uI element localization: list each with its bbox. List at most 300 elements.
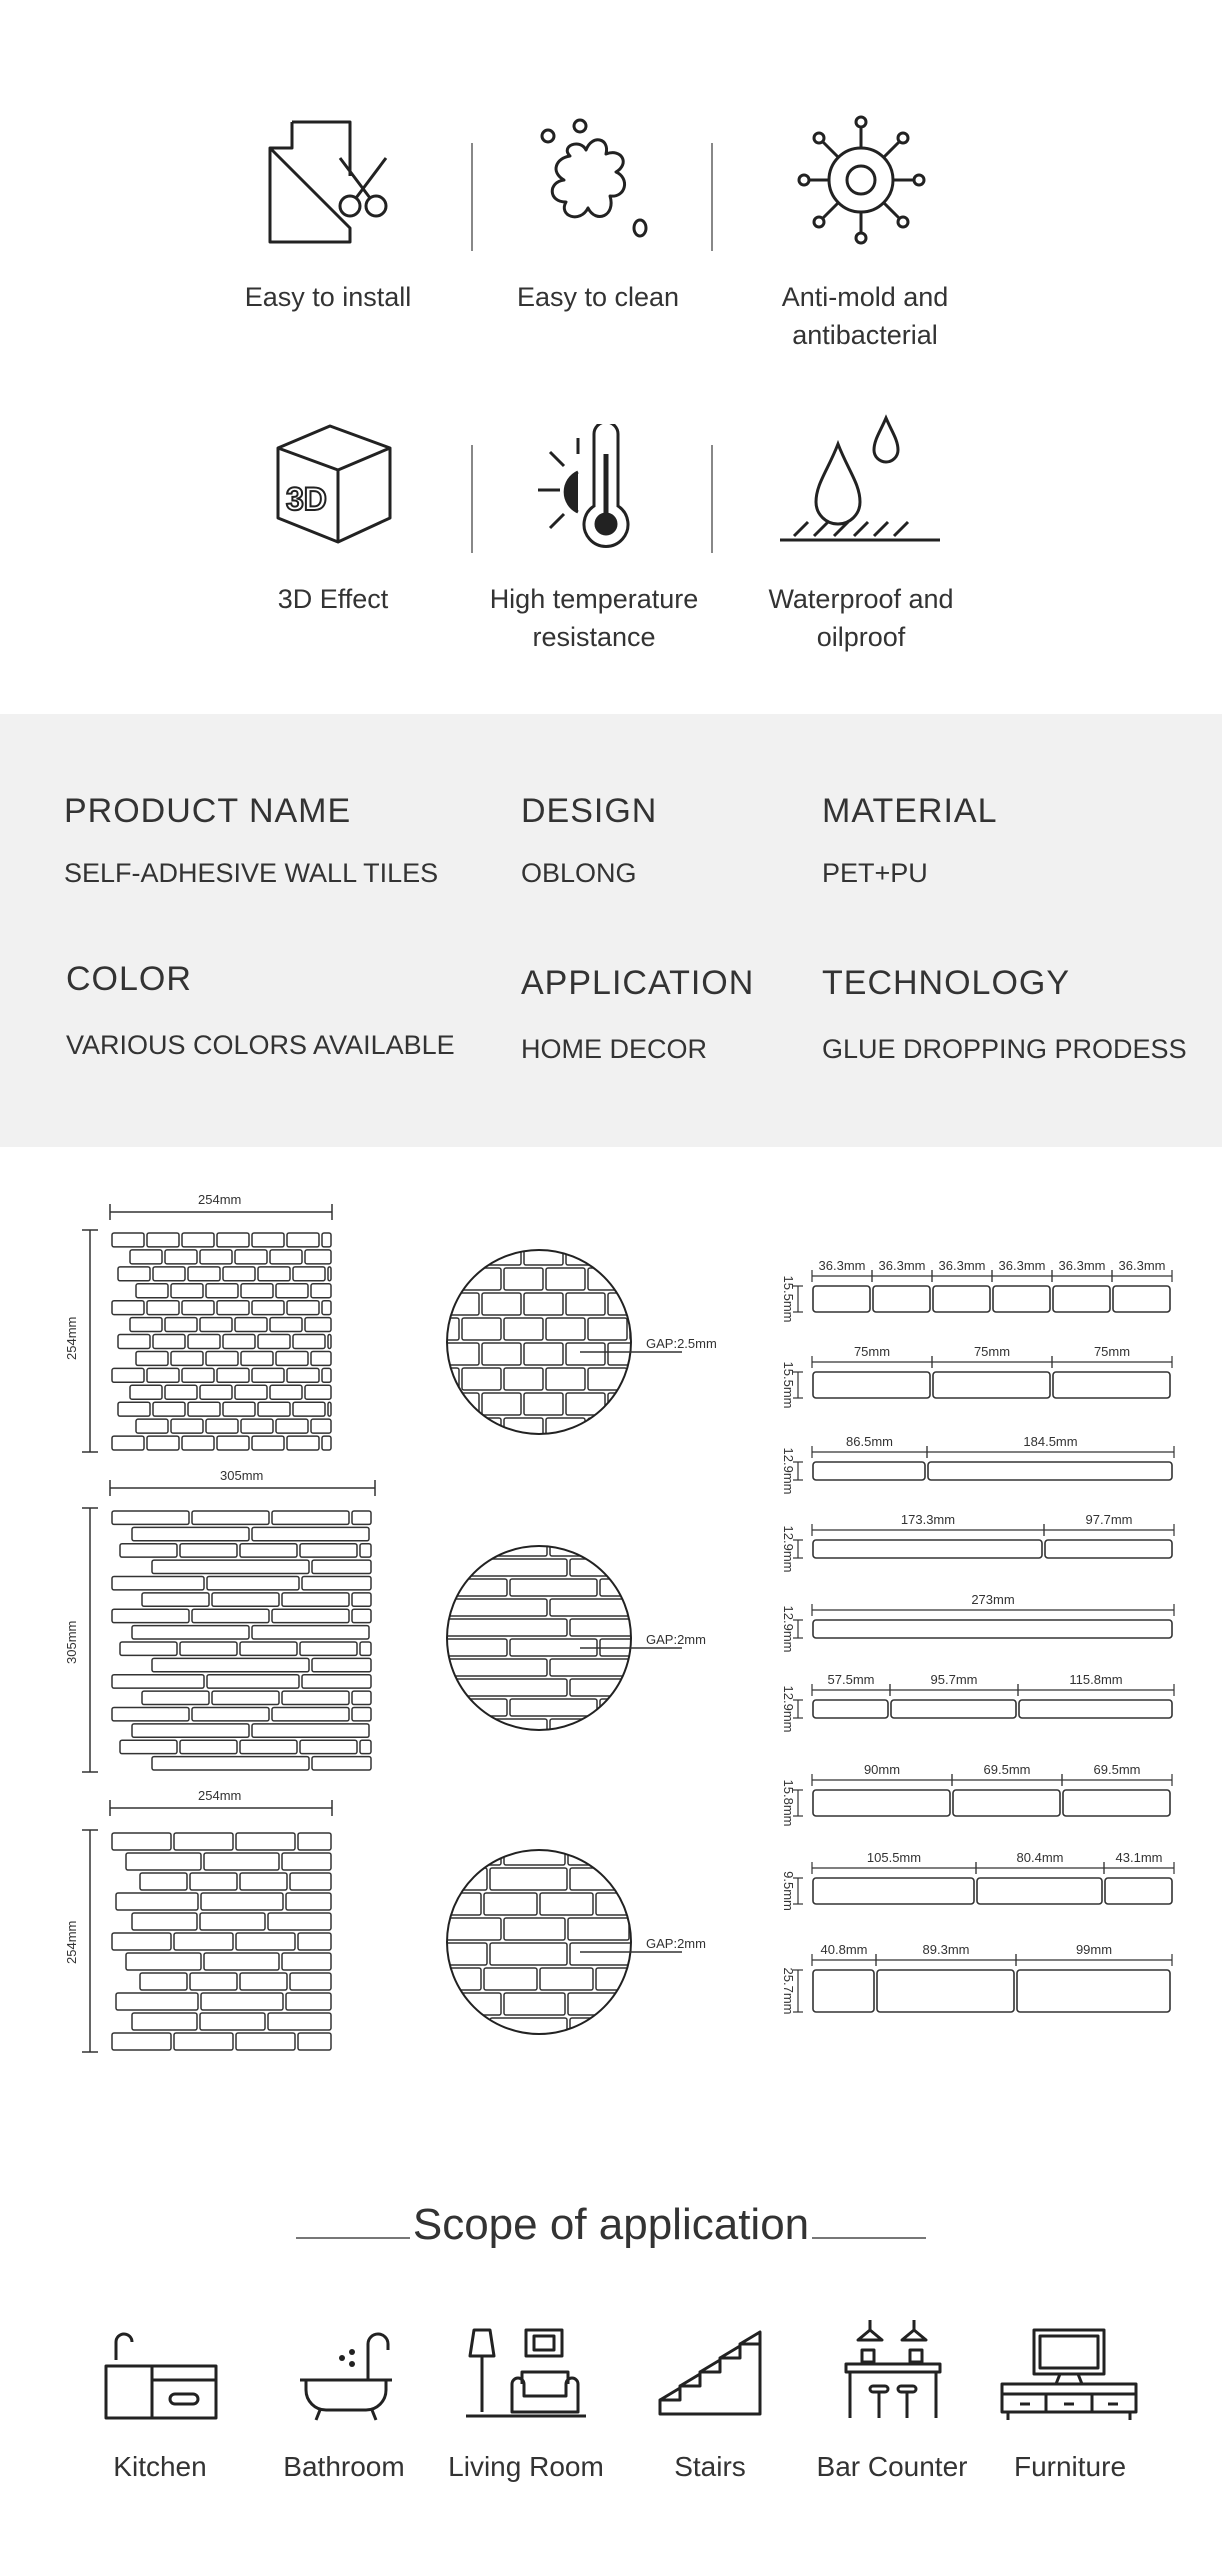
brick	[546, 1318, 585, 1340]
panel-2-height-label: 305mm	[64, 1620, 79, 1664]
brick	[504, 1268, 543, 1290]
panel-3-height-label: 254mm	[64, 1920, 79, 1964]
panel-1-zoom-circle	[420, 1243, 682, 1440]
brick-segment-label: 57.5mm	[827, 1672, 875, 1687]
brick-segment-label: 89.3mm	[922, 1942, 970, 1957]
brick	[147, 1301, 179, 1315]
brick	[116, 1893, 198, 1910]
feature-label-temperature	[464, 580, 724, 656]
brick	[504, 1918, 565, 1940]
svg-text:3D: 3D	[286, 481, 327, 517]
brick	[258, 1335, 290, 1349]
brick	[206, 1419, 238, 1433]
brick	[112, 1301, 144, 1315]
brick-segment	[1063, 1790, 1170, 1816]
app-label-bar-counter: Bar Counter	[816, 2451, 968, 2482]
brick	[142, 1691, 209, 1704]
feature-label-waterproof-line2: oilproof	[816, 622, 906, 652]
brick	[352, 1691, 371, 1704]
brick-segment-label: 75mm	[1093, 1344, 1131, 1359]
brick	[132, 1913, 197, 1930]
brick	[290, 1873, 331, 1890]
brick	[420, 1418, 459, 1440]
feature-divider	[711, 143, 713, 251]
brick	[328, 1402, 331, 1416]
brick	[235, 1385, 267, 1399]
spec-value-color: VARIOUS COLORS AVAILABLE	[66, 1030, 455, 1060]
kitchen-icon	[100, 2330, 220, 2422]
brick	[200, 2013, 265, 2030]
brick-segment-label: 36.3mm	[1118, 1258, 1166, 1273]
brick	[540, 1968, 593, 1990]
feature-divider	[711, 445, 713, 553]
brick	[352, 1511, 371, 1524]
brick	[252, 1527, 369, 1540]
brick	[270, 1318, 302, 1332]
brick	[286, 1993, 331, 2010]
brick	[112, 1436, 144, 1450]
brick	[206, 1284, 238, 1298]
brick	[440, 1393, 479, 1415]
brick-segment	[813, 1286, 870, 1312]
brick	[165, 1385, 197, 1399]
panel-1-height-label: 254mm	[64, 1316, 79, 1360]
brick	[258, 1402, 290, 1416]
brick	[153, 1402, 185, 1416]
brick	[252, 1626, 369, 1639]
spec-title-product-name: PRODUCT NAME	[64, 792, 352, 830]
brick	[566, 1293, 605, 1315]
brick-segment-label: 75mm	[853, 1344, 891, 1359]
virus-icon	[795, 114, 935, 248]
brick	[300, 1642, 357, 1655]
brick-segment-label: 184.5mm	[1023, 1434, 1078, 1449]
brick	[126, 1853, 201, 1870]
panel-3-gap-label: GAP:2mm	[646, 1936, 706, 1951]
brick-segment	[1019, 1700, 1172, 1718]
brick	[272, 1511, 349, 1524]
brick	[217, 1368, 249, 1382]
brick-segment	[1105, 1878, 1172, 1904]
brick	[596, 1893, 637, 1915]
brick	[510, 1699, 597, 1716]
brick	[112, 1933, 171, 1950]
brick	[588, 1368, 627, 1390]
brick-height-label: 25.7mm	[781, 1967, 796, 2015]
brick	[112, 1675, 204, 1688]
brick	[440, 1843, 501, 1865]
panel-1-gap-label: GAP:2.5mm	[646, 1336, 717, 1351]
brick	[188, 1402, 220, 1416]
brick	[147, 1436, 179, 1450]
brick	[171, 1351, 203, 1365]
brick	[147, 1233, 179, 1247]
furniture-icon	[1000, 2326, 1138, 2422]
brick-height-label: 9.5mm	[781, 1871, 796, 1911]
brick	[252, 1301, 284, 1315]
brick	[165, 1250, 197, 1264]
brick	[282, 1691, 349, 1704]
brick	[241, 1284, 273, 1298]
spec-value-design: OBLONG	[521, 858, 637, 888]
panel-2-diagram	[82, 1480, 375, 1772]
brick-segment	[1053, 1372, 1170, 1398]
app-label-furniture: Furniture	[1013, 2451, 1127, 2482]
panel-2-zoom-circle	[390, 1539, 682, 1736]
feature-divider	[471, 143, 473, 251]
living-room-icon	[464, 2326, 588, 2422]
brick	[490, 1868, 567, 1890]
brick	[490, 1943, 567, 1965]
brick-segment	[1053, 1286, 1110, 1312]
feature-divider	[471, 445, 473, 553]
brick	[140, 1873, 187, 1890]
brick	[311, 1284, 331, 1298]
brick	[546, 1368, 585, 1390]
panel-2-width-label: 305mm	[220, 1468, 264, 1483]
brick	[132, 1626, 249, 1639]
brick	[482, 1293, 521, 1315]
brick	[568, 1918, 629, 1940]
brick	[440, 1343, 479, 1365]
brick	[632, 1843, 637, 1865]
stairs-icon	[656, 2330, 766, 2420]
brick	[182, 1436, 214, 1450]
brick	[252, 1368, 284, 1382]
brick	[524, 1343, 563, 1365]
feature-label-waterproof	[731, 580, 991, 656]
brick	[630, 1418, 637, 1440]
brick	[174, 1833, 233, 1850]
brick-segment-label: 95.7mm	[930, 1672, 978, 1687]
brick	[360, 1642, 371, 1655]
brick	[352, 1593, 371, 1606]
brick	[440, 1599, 547, 1616]
brick	[236, 2033, 295, 2050]
brick-segment	[1113, 1286, 1170, 1312]
brick	[112, 1368, 144, 1382]
brick	[272, 1609, 349, 1622]
brick	[240, 1873, 287, 1890]
brick	[570, 1943, 637, 1965]
brick-height-label: 12.9mm	[781, 1447, 796, 1495]
brick	[120, 1544, 177, 1557]
brick	[298, 2033, 331, 2050]
spec-title-color: COLOR	[66, 960, 192, 998]
brick	[484, 1968, 537, 1990]
brick	[130, 1318, 162, 1332]
brick-segment-label: 99mm	[1075, 1942, 1113, 1957]
brick-segment	[813, 1620, 1172, 1638]
panel-2-gap-label: GAP:2mm	[646, 1632, 706, 1647]
brick	[136, 1351, 168, 1365]
brick	[312, 1757, 371, 1770]
brick	[252, 1436, 284, 1450]
brick	[550, 1539, 637, 1556]
feature-label-waterproof-line1: Waterproof and	[768, 584, 954, 614]
panel-3-width-label: 254mm	[198, 1788, 242, 1803]
dimension-diagrams	[0, 1180, 1222, 2080]
feature-label-antimold-line1: Anti-mold and	[781, 282, 949, 312]
brick-height-label: 12.9mm	[781, 1685, 796, 1733]
brick	[112, 1609, 189, 1622]
brick	[360, 1740, 371, 1753]
brick	[152, 1757, 309, 1770]
brick	[390, 1619, 567, 1636]
brick	[630, 1268, 637, 1290]
brick-segment	[813, 1878, 974, 1904]
brick	[174, 2033, 233, 2050]
brick	[207, 1577, 299, 1590]
brick	[311, 1351, 331, 1365]
brick	[482, 1343, 521, 1365]
brick	[200, 1913, 265, 1930]
brick-height-label: 15.5mm	[781, 1275, 796, 1323]
brick	[180, 1642, 237, 1655]
panel-3-zoom-circle	[410, 1843, 682, 2040]
brick	[524, 1243, 563, 1265]
brick-segment-label: 105.5mm	[866, 1850, 922, 1865]
brick	[440, 1719, 547, 1736]
brick	[570, 1679, 637, 1696]
splash-icon	[530, 116, 670, 246]
feature-label-temperature-line1: High temperature	[489, 584, 699, 614]
brick	[188, 1335, 220, 1349]
brick	[570, 1619, 637, 1636]
brick	[462, 1368, 501, 1390]
brick	[282, 1953, 331, 1970]
brick	[182, 1368, 214, 1382]
brick-segment	[928, 1462, 1172, 1480]
brick	[293, 1402, 325, 1416]
brick	[136, 1284, 168, 1298]
brick	[165, 1318, 197, 1332]
brick	[223, 1335, 255, 1349]
brick	[140, 1973, 187, 1990]
brick	[270, 1250, 302, 1264]
brick-segment	[977, 1878, 1102, 1904]
brick	[570, 1868, 637, 1890]
brick	[182, 1233, 214, 1247]
brick	[490, 2018, 567, 2040]
brick	[252, 1724, 369, 1737]
brick	[258, 1267, 290, 1281]
brick	[588, 1268, 627, 1290]
brick	[235, 1250, 267, 1264]
brick	[217, 1436, 249, 1450]
brick	[217, 1233, 249, 1247]
brick	[287, 1301, 319, 1315]
brick	[236, 1933, 295, 1950]
brick	[420, 1699, 507, 1716]
brick-segment-label: 36.3mm	[1058, 1258, 1106, 1273]
spec-title-application: APPLICATION	[521, 964, 755, 1002]
brick-segment-label: 36.3mm	[938, 1258, 986, 1273]
bar-counter-icon	[842, 2318, 944, 2422]
brick	[112, 1511, 189, 1524]
brick	[632, 1918, 637, 1940]
brick	[116, 1993, 198, 2010]
brick	[192, 1609, 269, 1622]
brick	[136, 1419, 168, 1433]
brick	[312, 1658, 371, 1671]
cube-3d-icon	[270, 418, 400, 548]
brick-height-label: 15.5mm	[781, 1361, 796, 1409]
scope-title: Scope of application	[412, 2200, 810, 2249]
brick	[504, 1368, 543, 1390]
panel-3-diagram	[82, 1800, 332, 2052]
brick	[293, 1267, 325, 1281]
brick	[118, 1335, 150, 1349]
brick	[440, 1539, 547, 1556]
brick	[632, 1993, 637, 2015]
brick	[282, 1593, 349, 1606]
brick	[630, 1368, 637, 1390]
app-label-living-room: Living Room	[448, 2451, 604, 2482]
brick	[190, 1973, 237, 1990]
brick-segment-label: 173.3mm	[900, 1512, 956, 1527]
brick	[462, 1318, 501, 1340]
brick	[546, 1418, 585, 1440]
brick-segment	[953, 1790, 1060, 1816]
brick-segment-label: 36.3mm	[818, 1258, 866, 1273]
brick-segment	[891, 1700, 1016, 1718]
brick-segment-label: 90mm	[863, 1762, 901, 1777]
brick	[540, 1893, 593, 1915]
brick	[188, 1267, 220, 1281]
spec-title-technology: TECHNOLOGY	[822, 964, 1071, 1002]
brick	[112, 1708, 189, 1721]
brick	[328, 1335, 331, 1349]
brick	[132, 1527, 249, 1540]
app-label-bathroom: Bathroom	[283, 2451, 405, 2482]
brick	[217, 1301, 249, 1315]
brick	[240, 1740, 297, 1753]
brick	[112, 2033, 171, 2050]
feature-label-clean: Easy to clean	[516, 282, 680, 312]
brick	[270, 1385, 302, 1399]
brick	[120, 1740, 177, 1753]
brick	[272, 1708, 349, 1721]
brick	[570, 2018, 637, 2040]
brick	[192, 1708, 269, 1721]
brick	[300, 1544, 357, 1557]
brick	[328, 1267, 331, 1281]
brick	[440, 1659, 547, 1676]
brick	[268, 1913, 331, 1930]
spec-value-product-name: SELF-ADHESIVE WALL TILES	[64, 858, 439, 888]
brick	[223, 1402, 255, 1416]
brick	[240, 1642, 297, 1655]
brick	[410, 2018, 487, 2040]
brick	[201, 1893, 283, 1910]
brick	[200, 1318, 232, 1332]
brick	[241, 1351, 273, 1365]
feature-label-temperature-line2: resistance	[532, 622, 656, 652]
brick	[241, 1419, 273, 1433]
brick	[153, 1335, 185, 1349]
brick	[410, 1868, 487, 1890]
brick	[420, 1368, 459, 1390]
brick-segment-label: 43.1mm	[1115, 1850, 1163, 1865]
brick	[352, 1609, 371, 1622]
brick-segment	[813, 1372, 930, 1398]
bathtub-icon	[296, 2330, 396, 2422]
brick	[360, 1544, 371, 1557]
brick-segment	[993, 1286, 1050, 1312]
brick	[305, 1250, 331, 1264]
brick	[546, 1268, 585, 1290]
brick	[504, 1993, 565, 2015]
feature-label-install: Easy to install	[244, 282, 412, 312]
brick	[608, 1243, 637, 1265]
brick	[112, 1833, 171, 1850]
brick	[130, 1250, 162, 1264]
brick	[112, 1233, 144, 1247]
brick	[153, 1267, 185, 1281]
brick	[322, 1233, 331, 1247]
spec-value-material: PET+PU	[822, 858, 928, 888]
brick	[190, 1873, 237, 1890]
brick	[268, 2013, 331, 2030]
thermometer-icon	[532, 424, 642, 554]
brick	[206, 1351, 238, 1365]
brick	[132, 1724, 249, 1737]
brick	[207, 1675, 299, 1688]
brick	[524, 1293, 563, 1315]
brick	[282, 1853, 331, 1870]
brick	[204, 1853, 279, 1870]
brick-segment-label: 80.4mm	[1016, 1850, 1064, 1865]
brick-segment	[933, 1286, 990, 1312]
brick-segment-label: 75mm	[973, 1344, 1011, 1359]
feature-label-antimold	[735, 278, 995, 354]
brick	[130, 1385, 162, 1399]
brick	[311, 1419, 331, 1433]
brick-segment-label: 40.8mm	[820, 1942, 868, 1957]
brick	[223, 1267, 255, 1281]
brick	[588, 1318, 627, 1340]
feature-label-3d: 3D Effect	[277, 584, 389, 614]
brick	[302, 1675, 371, 1688]
spec-title-design: DESIGN	[521, 792, 658, 830]
scissors-file-icon	[262, 118, 402, 248]
brick	[118, 1402, 150, 1416]
brick	[182, 1301, 214, 1315]
brick	[608, 1343, 637, 1365]
brick-segment-label: 86.5mm	[846, 1434, 893, 1449]
brick	[287, 1436, 319, 1450]
panel-1-width-label: 254mm	[198, 1192, 242, 1207]
brick-height-label: 12.9mm	[781, 1605, 796, 1653]
brick	[298, 1933, 331, 1950]
brick	[484, 1893, 537, 1915]
brick-segment	[813, 1700, 888, 1718]
brick	[293, 1335, 325, 1349]
brick	[147, 1368, 179, 1382]
brick-segment	[1017, 1970, 1170, 2012]
brick	[420, 1579, 507, 1596]
brick	[200, 1250, 232, 1264]
brick-segment-label: 69.5mm	[1093, 1762, 1141, 1777]
brick	[142, 1593, 209, 1606]
feature-label-antimold-line2: antibacterial	[792, 320, 938, 350]
brick	[420, 1318, 459, 1340]
brick	[504, 1318, 543, 1340]
brick-segment-label: 273mm	[971, 1592, 1015, 1607]
brick	[235, 1318, 267, 1332]
spec-value-technology: GLUE DROPPING PRODESS	[822, 1034, 1187, 1064]
